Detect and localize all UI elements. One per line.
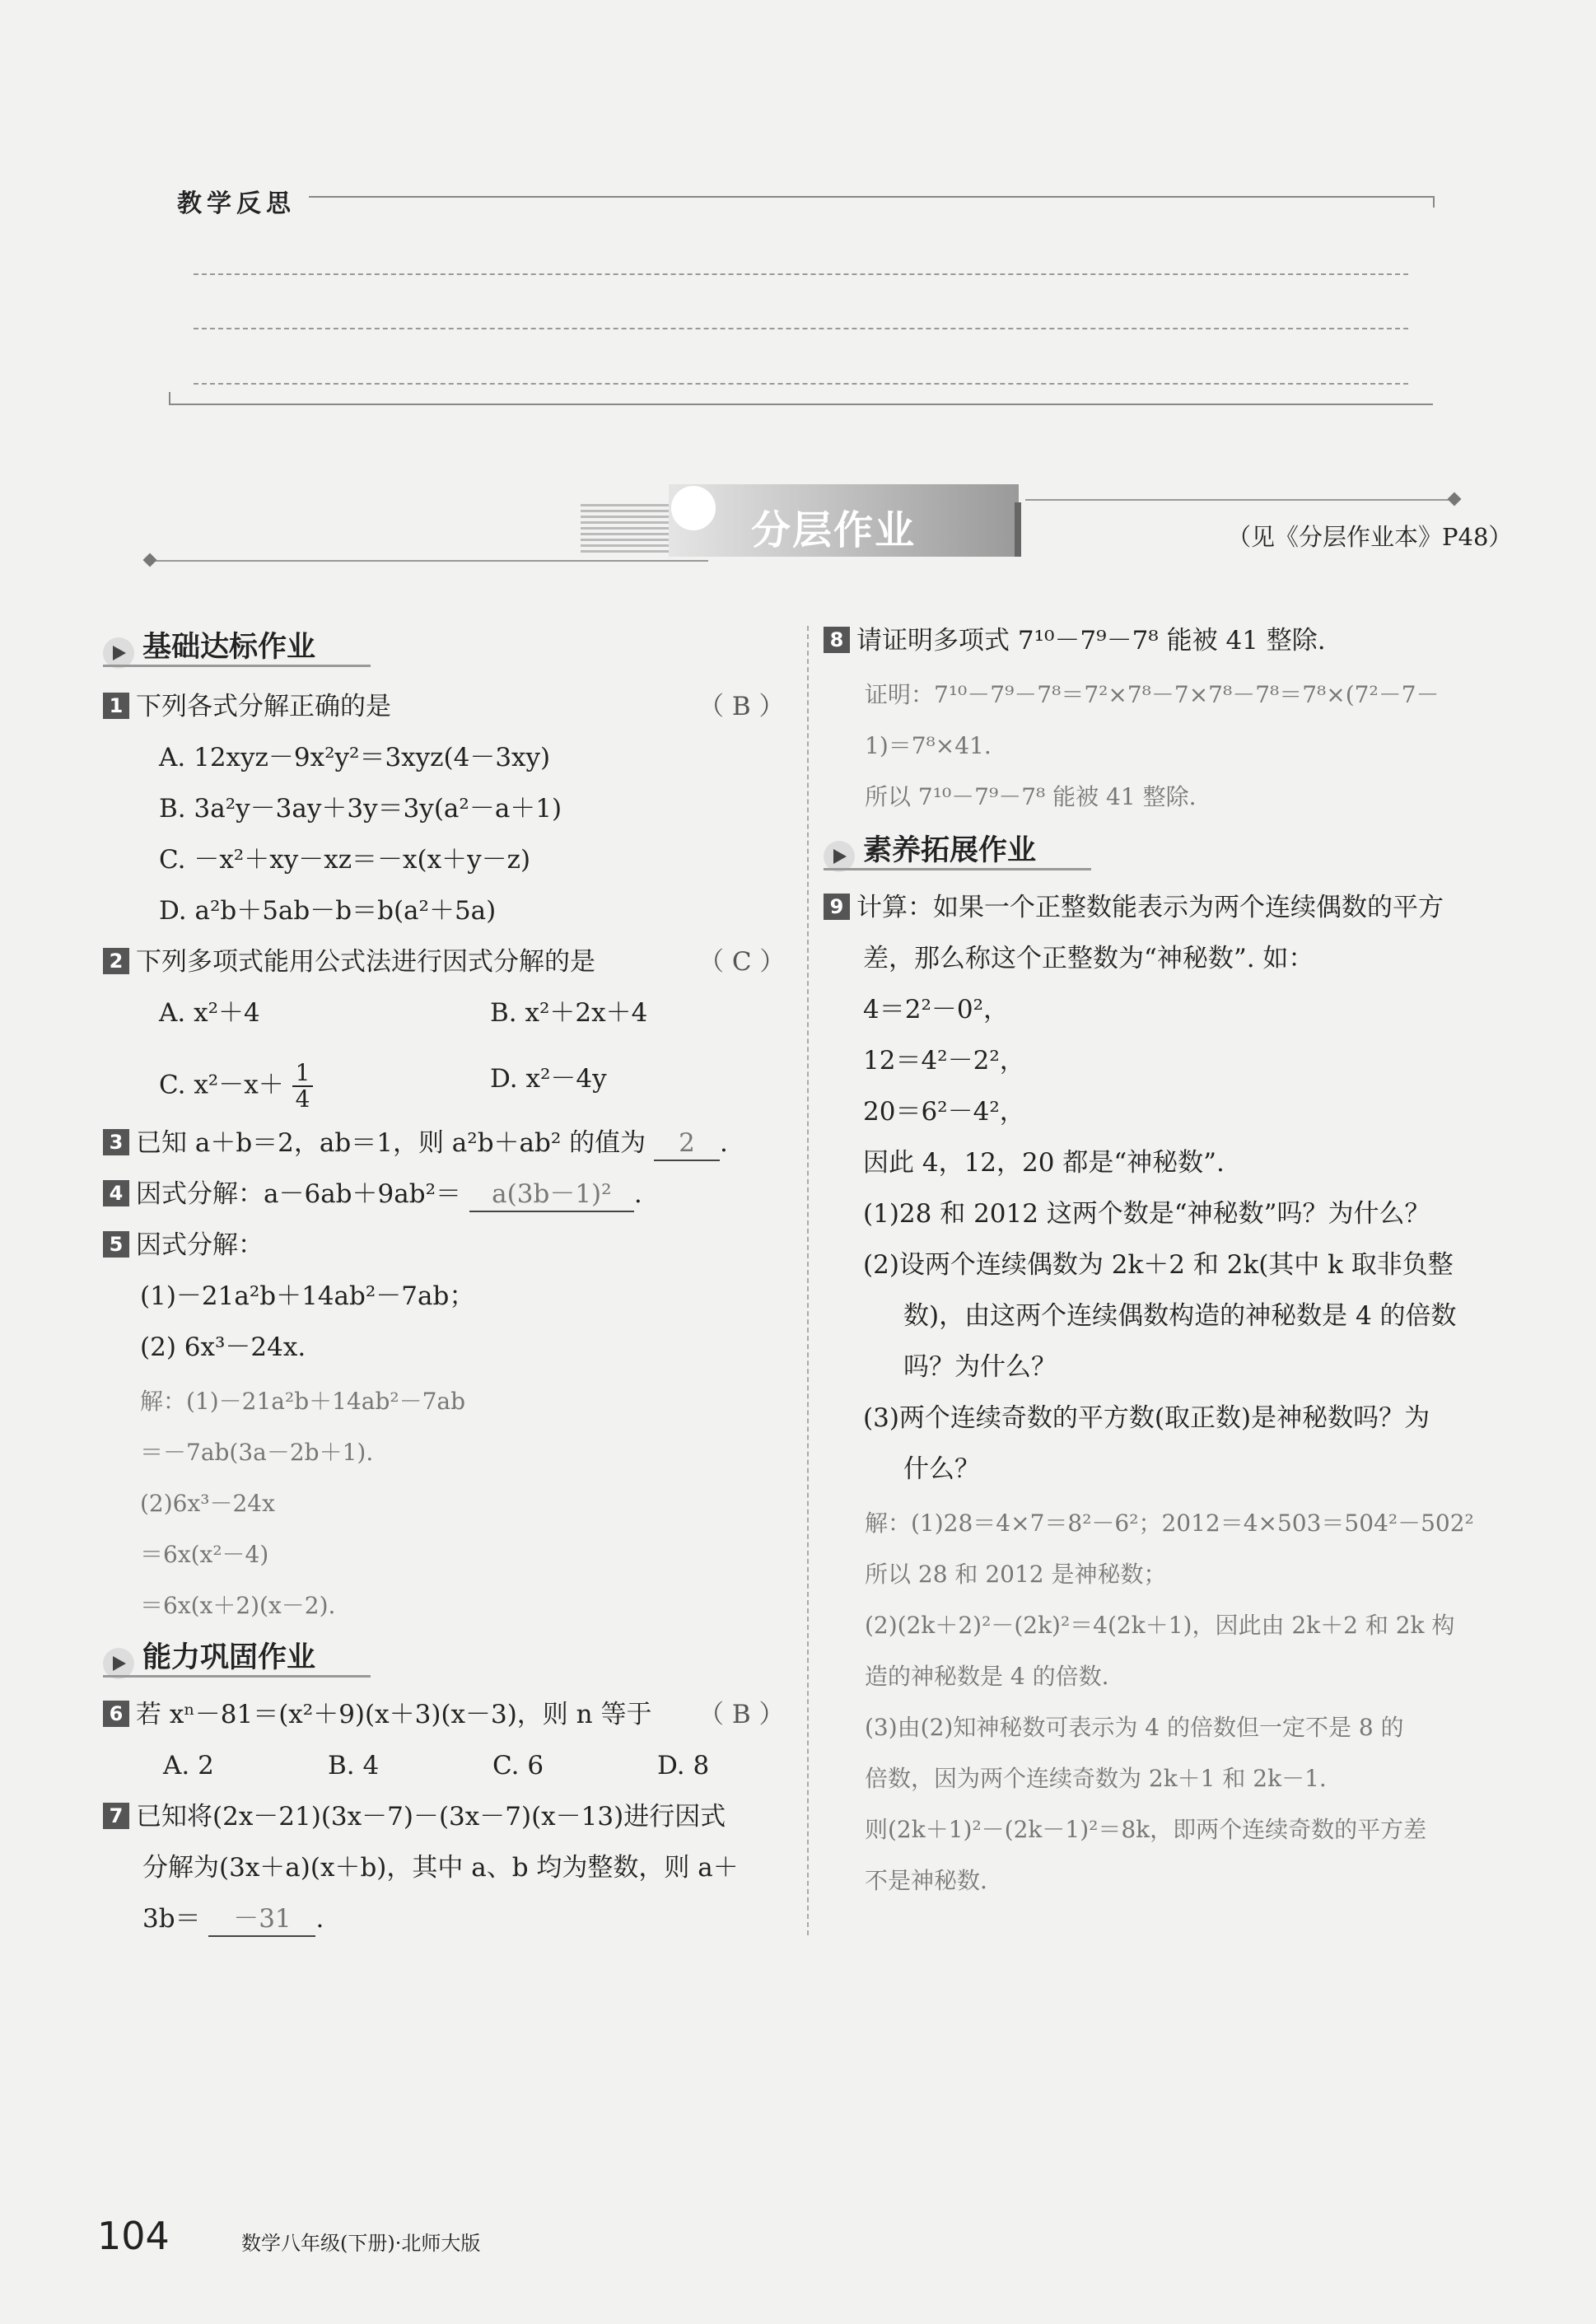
column-divider bbox=[807, 626, 809, 1935]
q7-number: 7 bbox=[103, 1803, 129, 1829]
q9-line: 12＝4²－2²， bbox=[863, 1046, 1025, 1076]
q1-answer: （ B ） bbox=[698, 692, 785, 721]
q9-line: 什么？ bbox=[903, 1454, 980, 1484]
q1-option-c: C. －x²＋xy－xz＝－x(x＋y－z) bbox=[159, 845, 531, 875]
reflection-left-tick bbox=[169, 392, 170, 404]
banner-title: 分层作业 bbox=[751, 507, 917, 553]
q6-text: 若 xⁿ－81＝(x²＋9)(x＋3)(x－3)，则 n 等于 bbox=[136, 1700, 652, 1729]
q5-number: 5 bbox=[103, 1231, 129, 1258]
q7-line2: 分解为(3x＋a)(x＋b)，其中 a、b 均为整数，则 a＋ bbox=[142, 1853, 739, 1883]
banner-dot bbox=[1448, 492, 1462, 506]
q1-option-a: A. 12xyz－9x²y²＝3xyz(4－3xy) bbox=[159, 743, 551, 772]
q7-line3-text: 3b＝ bbox=[142, 1904, 201, 1934]
arrow-icon bbox=[824, 841, 855, 872]
q5-sub2: (2) 6x³－24x. bbox=[140, 1332, 306, 1362]
q5-solution-line: (2)6x³－24x bbox=[140, 1490, 275, 1517]
fraction bbox=[292, 1061, 314, 1112]
arrow-icon bbox=[103, 637, 134, 669]
q1-option-b: B. 3a²y－3ay＋3y＝3y(a²－a＋1) bbox=[159, 794, 562, 824]
q3-number: 3 bbox=[103, 1129, 129, 1155]
q5-solution-line: ＝6x(x＋2)(x－2). bbox=[140, 1592, 336, 1619]
q1-stem bbox=[103, 690, 391, 723]
q4-blank: a(3b－1)² bbox=[469, 1178, 634, 1212]
q8-proof-line: 1)＝7⁸×41. bbox=[865, 732, 992, 759]
reflection-top-rule bbox=[309, 196, 1433, 198]
q7-end: . bbox=[315, 1904, 324, 1934]
q9-text: 计算：如果一个正整数能表示为两个连续偶数的平方 bbox=[856, 893, 1444, 922]
fraction-denominator: 4 bbox=[295, 1085, 310, 1113]
banner-line-right bbox=[1025, 499, 1454, 501]
section-basic-title: 基础达标作业 bbox=[142, 631, 316, 664]
q2-option-b: B. x²＋2x＋4 bbox=[490, 998, 648, 1028]
q2-option-a: A. x²＋4 bbox=[159, 998, 260, 1028]
arrow-icon bbox=[103, 1648, 134, 1679]
reflection-right-tick bbox=[1433, 196, 1435, 208]
q9-line: 20＝6²－4²， bbox=[863, 1097, 1025, 1127]
q7-text: 已知将(2x－21)(3x－7)－(3x－7)(x－13)进行因式 bbox=[136, 1802, 726, 1832]
q9-solution-line: 倍数，因为两个连续奇数为 2k＋1 和 2k－1. bbox=[865, 1765, 1327, 1792]
q6-number: 6 bbox=[103, 1701, 129, 1727]
q9-line: (1)28 和 2012 这两个数是“神秘数”吗？为什么？ bbox=[863, 1199, 1430, 1229]
banner-stripes bbox=[581, 504, 671, 553]
q1-number: 1 bbox=[103, 693, 129, 719]
q8-proof-line: 证明：7¹⁰－7⁹－7⁸＝7²×7⁸－7×7⁸－7⁸＝7⁸×(7²－7－ bbox=[865, 681, 1440, 708]
q7-blank: －31 bbox=[208, 1902, 315, 1937]
q8-text: 请证明多项式 7¹⁰－7⁹－7⁸ 能被 41 整除. bbox=[856, 626, 1326, 656]
q9-line: 差，那么称这个正整数为“神秘数”. 如： bbox=[863, 944, 1314, 973]
reflection-line bbox=[194, 273, 1408, 275]
banner-reference: （见《分层作业本》P48） bbox=[1227, 523, 1513, 551]
q5-solution-line: ＝－7ab(3a－2b＋1). bbox=[140, 1439, 374, 1466]
section-basic bbox=[103, 624, 371, 667]
q4-number: 4 bbox=[103, 1180, 129, 1206]
q5-sub1: (1)－21a²b＋14ab²－7ab； bbox=[140, 1281, 475, 1311]
q9-solution-line: 所以 28 和 2012 是神秘数； bbox=[865, 1561, 1167, 1588]
section-extend bbox=[824, 828, 1091, 870]
q1-option-d: D. a²b＋5ab－b＝b(a²＋5a) bbox=[159, 896, 497, 926]
reflection-line bbox=[194, 328, 1408, 329]
q2-option-c-text: C. x²－x＋ bbox=[159, 1070, 284, 1100]
q8-stem bbox=[824, 624, 1326, 657]
q6-stem bbox=[103, 1698, 651, 1731]
q4 bbox=[103, 1178, 642, 1212]
reflection-line bbox=[194, 383, 1408, 385]
banner-arrow-icon bbox=[671, 486, 716, 530]
q2-text: 下列多项式能用公式法进行因式分解的是 bbox=[136, 947, 595, 977]
banner-bar bbox=[1015, 502, 1021, 557]
q9-solution-line: (2)(2k＋2)²－(2k)²＝4(2k＋1)，因此由 2k＋2 和 2k 构 bbox=[865, 1612, 1455, 1639]
q9-line: 数)，由这两个连续偶数构造的神秘数是 4 的倍数 bbox=[903, 1301, 1457, 1331]
q2-answer: （ C ） bbox=[698, 947, 786, 977]
banner-line-left bbox=[148, 560, 708, 562]
q9-line bbox=[824, 891, 1444, 924]
q9-solution-line: (3)由(2)知神秘数可表示为 4 的倍数但一定不是 8 的 bbox=[865, 1714, 1404, 1741]
q4-end: . bbox=[633, 1179, 642, 1209]
q3-text: 已知 a＋b＝2，ab＝1，则 a²b＋ab² 的值为 bbox=[136, 1128, 646, 1158]
q9-solution-line: 造的神秘数是 4 的倍数. bbox=[865, 1663, 1109, 1690]
q2-option-d: D. x²－4y bbox=[490, 1064, 607, 1094]
section-extend-title: 素养拓展作业 bbox=[863, 834, 1037, 867]
q9-number: 9 bbox=[824, 894, 850, 920]
q6-option-c: C. 6 bbox=[492, 1751, 544, 1780]
banner-dot bbox=[143, 553, 157, 567]
q6-option-a: A. 2 bbox=[163, 1751, 214, 1780]
fraction-numerator: 1 bbox=[292, 1061, 314, 1087]
q6-answer: （ B ） bbox=[698, 1700, 785, 1729]
q9-line: 吗？为什么？ bbox=[903, 1352, 1057, 1382]
q4-text: 因式分解：a－6ab＋9ab²＝ bbox=[136, 1179, 462, 1209]
q9-solution-line: 不是神秘数. bbox=[865, 1867, 987, 1894]
q9-line: (2)设两个连续偶数为 2k＋2 和 2k(其中 k 取非负整 bbox=[863, 1250, 1454, 1280]
q7-line1 bbox=[103, 1800, 726, 1833]
page-number: 104 bbox=[97, 2214, 170, 2258]
q5-stem bbox=[103, 1229, 264, 1262]
q2-stem bbox=[103, 945, 595, 978]
q2-number: 2 bbox=[103, 948, 129, 974]
section-ability-title: 能力巩固作业 bbox=[142, 1641, 316, 1674]
q8-number: 8 bbox=[824, 627, 850, 653]
q3-end: . bbox=[720, 1128, 728, 1158]
q6-option-b: B. 4 bbox=[328, 1751, 380, 1780]
book-title: 数学八年级(下册)·北师大版 bbox=[241, 2232, 481, 2255]
section-ability bbox=[103, 1635, 371, 1678]
q9-line: 4＝2²－0²， bbox=[863, 995, 1010, 1024]
q9-solution-line: 则(2k＋1)²－(2k－1)²＝8k，即两个连续奇数的平方差 bbox=[865, 1816, 1427, 1843]
q3 bbox=[103, 1127, 728, 1161]
q9-line: (3)两个连续奇数的平方数(取正数)是神秘数吗？为 bbox=[863, 1403, 1430, 1433]
q5-solution-line: ＝6x(x²－4) bbox=[140, 1541, 269, 1568]
reflection-bottom-rule bbox=[169, 404, 1433, 405]
q5-text: 因式分解： bbox=[136, 1230, 264, 1260]
q7-line3 bbox=[142, 1902, 324, 1937]
q9-line: 因此 4，12，20 都是“神秘数”. bbox=[863, 1148, 1225, 1178]
reflection-title: 教学反思 bbox=[177, 189, 296, 218]
q3-blank: 2 bbox=[654, 1127, 720, 1161]
q1-text: 下列各式分解正确的是 bbox=[136, 692, 391, 721]
q2-option-c bbox=[159, 1061, 313, 1112]
q6-option-d: D. 8 bbox=[657, 1751, 710, 1780]
q5-solution-line: 解：(1)－21a²b＋14ab²－7ab bbox=[140, 1388, 466, 1415]
q9-solution-line: 解：(1)28＝4×7＝8²－6²；2012＝4×503＝504²－502² bbox=[865, 1510, 1474, 1537]
q8-proof-line: 所以 7¹⁰－7⁹－7⁸ 能被 41 整除. bbox=[865, 783, 1197, 810]
